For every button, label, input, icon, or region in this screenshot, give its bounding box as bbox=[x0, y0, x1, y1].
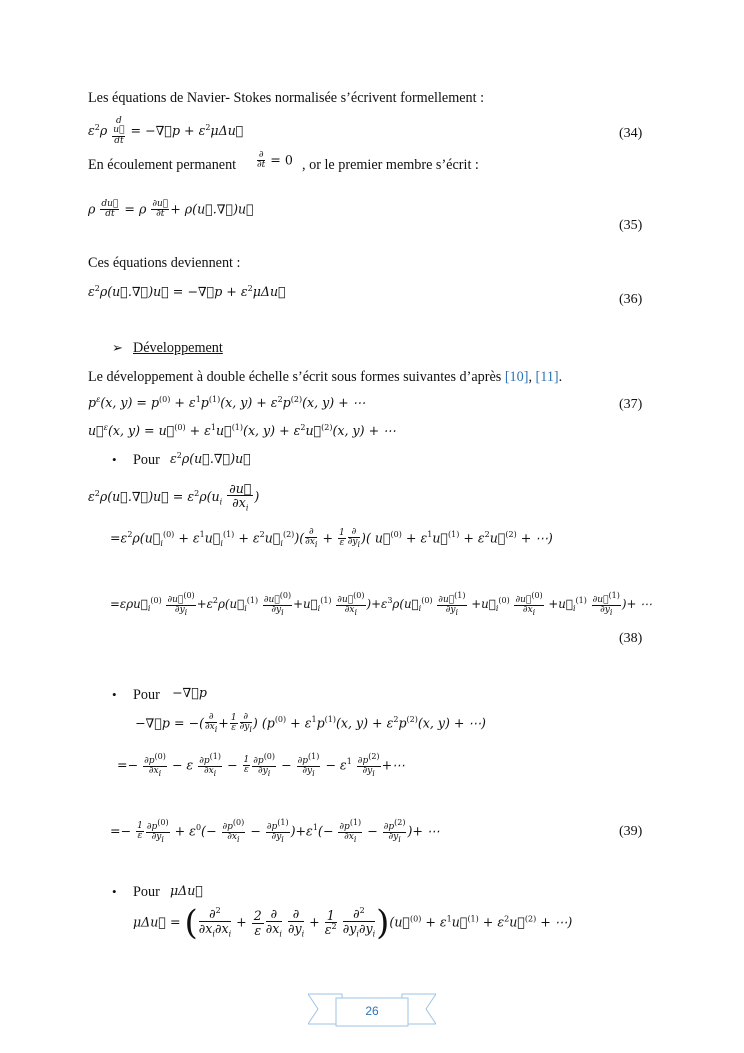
citation-11[interactable]: [11] bbox=[535, 369, 559, 385]
equation-37-velocity: u⃗$^\varepsilon$(x, y) = u⃗$^{(0)}$ + $\varepsilon^1u⃗^{(1)}(x$, $y) + \varepsilon^2u⃗^{(2)}(x$, y) + ⋯ bbox=[88, 423, 396, 439]
pour-term-2: −∇⃗p bbox=[172, 685, 207, 700]
dev-intro-text: Le développement à double échelle s’écrit sous formes suivantes d’après bbox=[88, 369, 502, 385]
arrow-bullet-icon: ➢ bbox=[112, 340, 123, 355]
equation-number-38: (38) bbox=[619, 631, 643, 646]
pour-term-3: μΔu⃗ bbox=[170, 883, 203, 898]
viscous-term-line: μΔu⃗ = ( $\frac{\partial^2}{\partial x_i\partial x_i}$ + $\frac{2}{\varepsilon}$ ∂ $\partial x_i$ ∂ $\partial y_i$ + $\frac{1}{\varepsilon^2}$ $\frac{\partial^2}{\partial y_i\partial y_i}$ )(u⃗$^{(0)}$ + $\varepsilon^1u⃗^{(1)}$ + $\varepsilon^2u⃗^{(2)}$ + ⋯) bbox=[133, 903, 573, 943]
equation-number-36: (36) bbox=[619, 292, 643, 307]
dev-intro-line bbox=[88, 369, 562, 386]
convective-term-line-2: $=\varepsilon^2\rho(u⃗_i^{(0)}$ + $\varepsilon^1u⃗_i^{(1)}$ + $\varepsilon^2u⃗_i^{(2)}$)( $\frac{\partial}{\partial x_i}$ + $\frac{1}{\varepsilon}$ $\frac{\partial}{\partial y_i}$ )( u⃗$^{(0)}$ + $\varepsilon^1u⃗^{(1)}$ + $\varepsilon^2u⃗^{(2)}$ + ⋯) bbox=[110, 527, 553, 550]
pour-term-1: $\varepsilon^2\rho(u⃗.\nabla⃗)u⃗$ bbox=[170, 451, 251, 467]
citation-10[interactable]: [10] bbox=[504, 369, 529, 385]
convective-term-line-1: $\varepsilon^2\rho(u⃗.\nabla⃗)u⃗ = \varepsilon^2\rho(u_i$ $\frac{\partial u⃗}{\partial x_i}$ ) bbox=[88, 481, 260, 513]
equation-37-pressure: $p^\varepsilon(x$, $y) = p^{(0)} + \varepsilon^1p^{(1)}(x$, $y) + \varepsilon^2p^{(2)}(x$, y) + ⋯ bbox=[88, 395, 366, 411]
citation-end: . bbox=[558, 369, 563, 385]
pour-label-2: Pour bbox=[133, 687, 160, 703]
equation-number-39: (39) bbox=[619, 824, 643, 839]
dot-bullet-icon: • bbox=[112, 687, 117, 702]
equation-number-37: (37) bbox=[619, 397, 643, 412]
pour-label-3: Pour bbox=[133, 884, 160, 900]
equation-number-35: (35) bbox=[619, 218, 643, 233]
convective-term-line-3: $=\varepsilon\rho u⃗_i^{(0)}$ $\frac{\partial u⃗^{(0)}}{\partial y_i}$ $+\varepsilon^2\rho(u⃗_i^{(1)}$ $\frac{\partial u⃗^{(0)}}{\partial y_i}$ $+u⃗_i^{(1)}$ $\frac{\partial u⃗^{(0)}}{\partial x_i}$ )$+\varepsilon^3\rho(u⃗_i^{(0)}$ $\frac{\partial u⃗^{(1)}}{\partial y_i}$ $+u⃗_i^{(0)}$ $\frac{\partial u⃗^{(0)}}{\partial x_i}$ $+u⃗_i^{(1)}$ $\frac{\partial u⃗^{(1)}}{\partial y_i}$ )+ ⋯ bbox=[110, 591, 652, 618]
dot-bullet-icon: • bbox=[112, 884, 117, 899]
page-number: 26 bbox=[365, 1004, 379, 1018]
citation-separator: , bbox=[528, 369, 536, 385]
pour-label-1: Pour bbox=[133, 452, 160, 468]
intro-text: Les équations de Navier- Stokes normalisée s’écrivent formellement : bbox=[88, 90, 485, 106]
permanent-text-a: En écoulement permanent bbox=[88, 157, 237, 173]
dot-bullet-icon: • bbox=[112, 452, 117, 467]
section-title: Développement bbox=[133, 340, 223, 356]
steady-condition: $\frac{\partial}{\partial t}$ = 0 bbox=[257, 150, 293, 171]
deviennent-text: Ces équations deviennent : bbox=[88, 255, 241, 271]
pressure-gradient-line-3: =− $\frac{1}{\varepsilon}$ $\frac{\partial p^{(0)}}{\partial y_i}$ + $\varepsilon^0(-$ $\frac{\partial p^{(0)}}{\partial x_i}$ − $\frac{\partial p^{(1)}}{\partial y_i}$ )$+\varepsilon^1(-$ $\frac{\partial p^{(1)}}{\partial x_i}$ − $\frac{\partial p^{(2)}}{\partial y_i}$ )+ ⋯ bbox=[110, 818, 440, 845]
page-number-ribbon bbox=[308, 990, 436, 1030]
equation-number-34: (34) bbox=[619, 126, 643, 141]
equation-36: $\varepsilon^2\rho(u⃗.\nabla⃗)u⃗$ = −∇⃗p + $\varepsilon^2\mu\Delta u⃗$ bbox=[88, 284, 286, 300]
permanent-text-b: , or le premier membre s’écrit : bbox=[302, 157, 479, 173]
equation-34: $\varepsilon^2\rho$ d u⃗ dt = −∇⃗p + $\varepsilon^2\mu\Delta u⃗$ bbox=[88, 116, 244, 146]
pressure-gradient-line-1: −∇⃗p = −( $\frac{\partial}{\partial x_i}$ + $\frac{1}{\varepsilon}$ $\frac{\partial}{\partial y_i}$ ) ($p^{(0)} + \varepsilon^1p^{(1)}(x$, $y) + \varepsilon^2p^{(2)}(x$, y) + ⋯) bbox=[135, 712, 486, 735]
equation-35: ρ $\frac{du⃗}{dt}$ = ρ $\frac{\partial u⃗}{\partial t}$ + ρ(u⃗.∇⃗)u⃗ bbox=[88, 199, 254, 220]
pressure-gradient-line-2: =− $\frac{\partial p^{(0)}}{\partial x_i}$ − ε $\frac{\partial p^{(1)}}{\partial x_i}$ − $\frac{1}{\varepsilon}$ $\frac{\partial p^{(0)}}{\partial y_i}$ − $\frac{\partial p^{(1)}}{\partial y_i}$ − $\varepsilon^1$ $\frac{\partial p^{(2)}}{\partial y_i}$ +⋯ bbox=[117, 752, 405, 779]
